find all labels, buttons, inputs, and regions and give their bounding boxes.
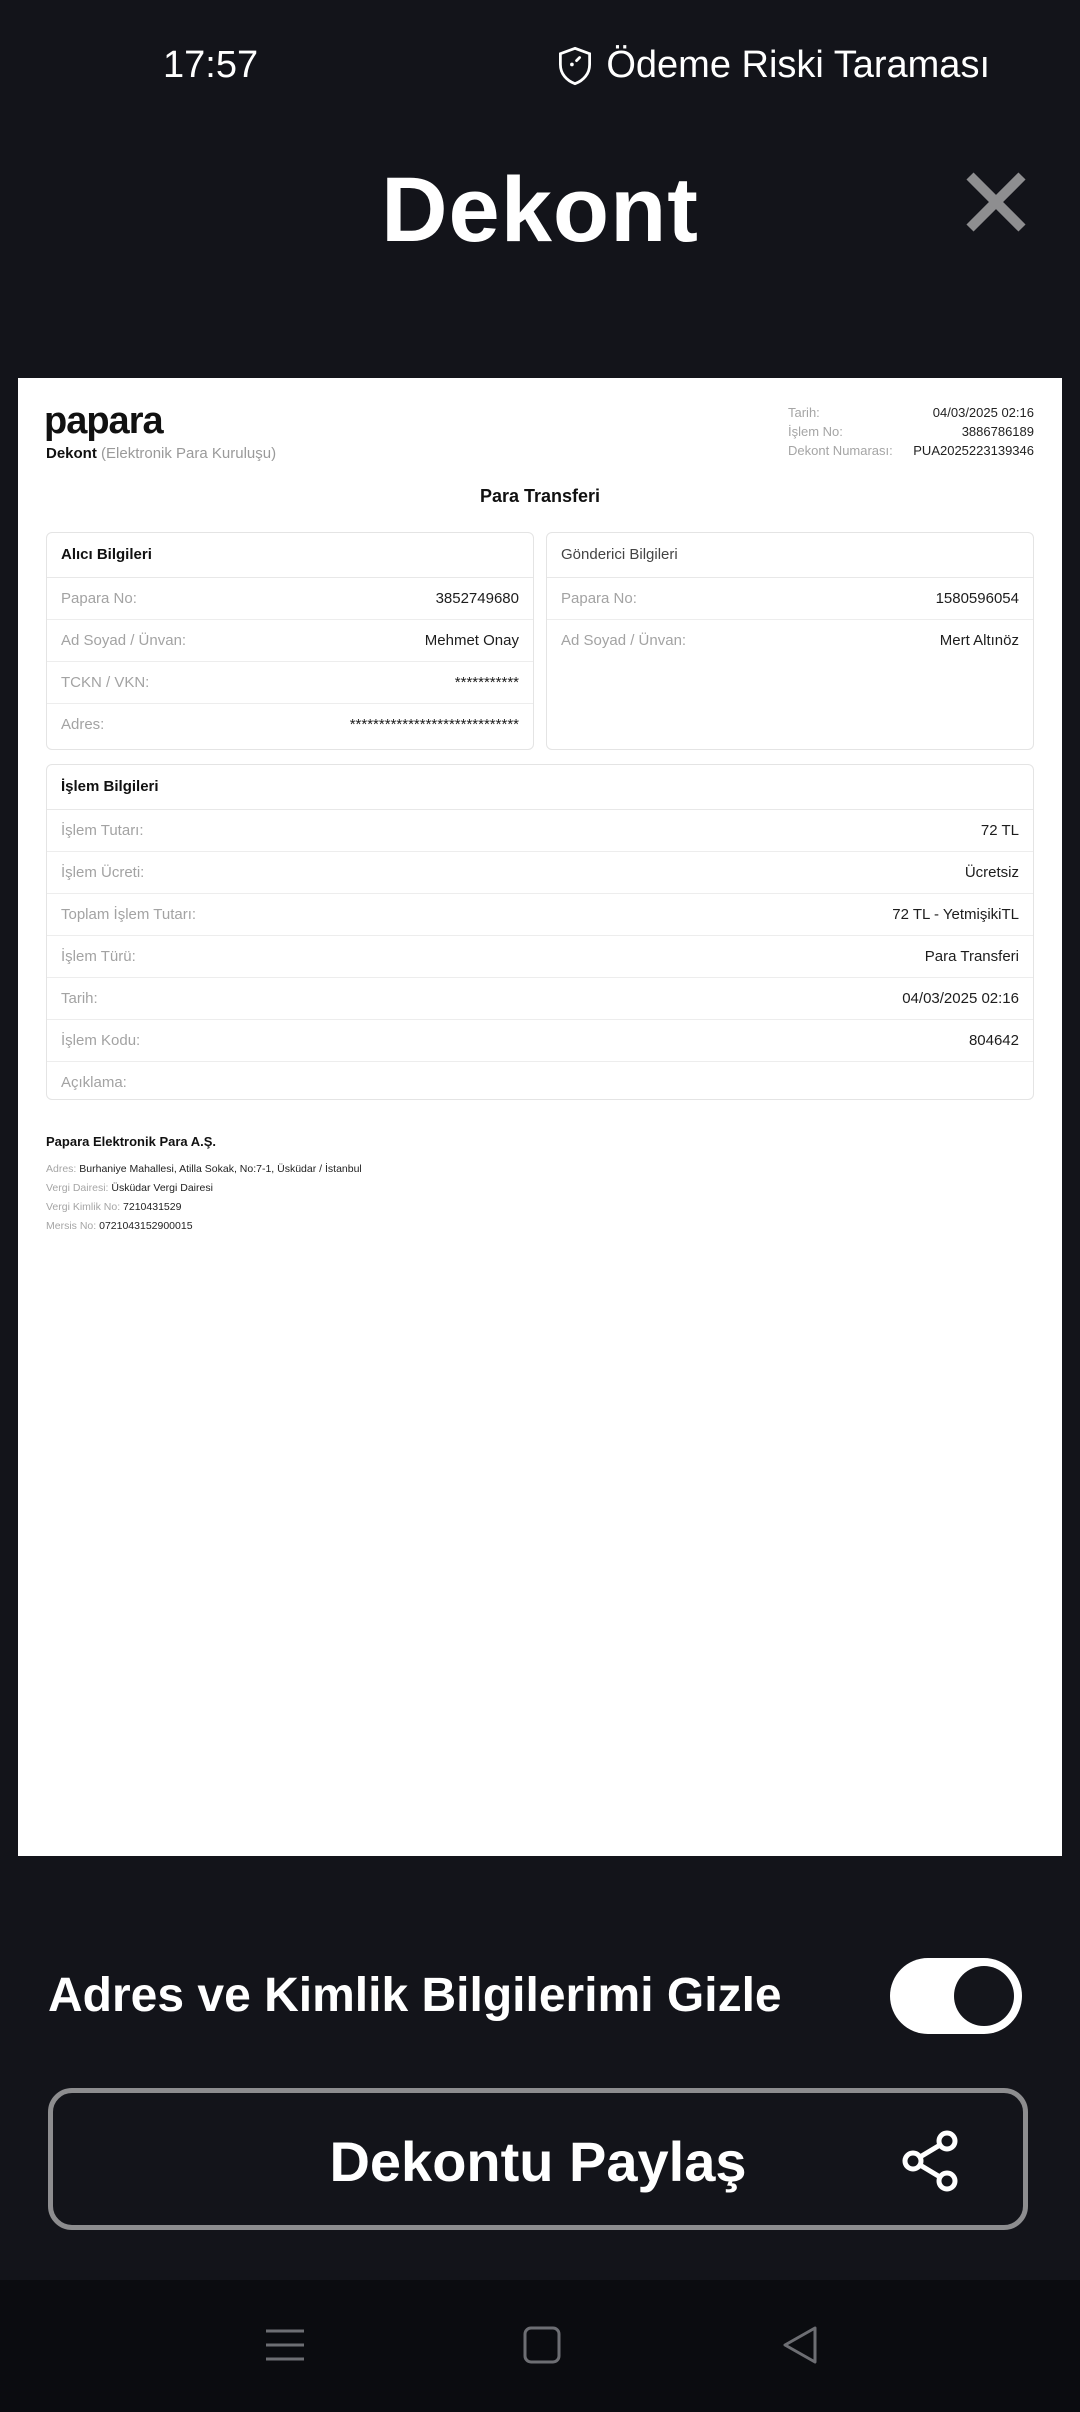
receiver-heading: Alıcı Bilgileri xyxy=(47,533,533,578)
share-receipt-button[interactable] xyxy=(48,2088,1028,2230)
field-value: Mehmet Onay xyxy=(424,632,519,649)
document-type xyxy=(46,445,276,462)
company-line-value: Burhaniye Mahallesi, Atilla Sokak, No:7-1, Üsküdar / İstanbul xyxy=(79,1163,362,1175)
back-icon xyxy=(775,2320,825,2370)
page-title: Dekont xyxy=(381,159,699,261)
meta-value: 3886786189 xyxy=(961,424,1034,439)
hide-info-toggle[interactable] xyxy=(890,1958,1022,2034)
field-label: Toplam İşlem Tutarı: xyxy=(61,906,197,923)
receipt-title: Para Transferi xyxy=(479,486,601,506)
field-label: Adres: xyxy=(61,716,105,733)
field-value: 1580596054 xyxy=(935,590,1019,607)
meta-label: İşlem No: xyxy=(788,424,843,439)
field-label: İşlem Kodu: xyxy=(61,1032,141,1049)
papara-logo: papara xyxy=(44,400,163,442)
receiver-row xyxy=(47,578,533,620)
receiver-info-box xyxy=(46,532,534,750)
meta-label: Tarih: xyxy=(788,405,820,420)
hide-info-setting xyxy=(48,1950,1022,2040)
receipt-document xyxy=(18,378,1062,1856)
field-value: Para Transferi xyxy=(924,948,1019,965)
share-icon xyxy=(899,2129,963,2193)
field-label: Tarih: xyxy=(61,990,98,1007)
field-label: Papara No: xyxy=(561,590,637,607)
meta-row xyxy=(788,403,1034,422)
company-line-value: Üsküdar Vergi Dairesi xyxy=(111,1182,213,1194)
close-button[interactable] xyxy=(958,164,1034,240)
status-time: 17:57 xyxy=(163,44,259,86)
field-label: İşlem Tutarı: xyxy=(61,822,144,839)
transaction-heading: İşlem Bilgileri xyxy=(47,765,1033,810)
transaction-row xyxy=(47,894,1033,936)
field-label: Ad Soyad / Ünvan: xyxy=(61,632,187,649)
field-value: ***************************** xyxy=(349,716,519,733)
nav-menu-button[interactable] xyxy=(260,2320,310,2370)
field-value: 3852749680 xyxy=(435,590,519,607)
field-value: Ücretsiz xyxy=(964,864,1019,881)
transaction-row xyxy=(47,936,1033,978)
nav-home-button[interactable] xyxy=(517,2320,567,2370)
company-line-label: Vergi Kimlik No: xyxy=(46,1201,121,1213)
field-value: Mert Altınöz xyxy=(939,632,1019,649)
company-line xyxy=(46,1160,362,1179)
share-receipt-label: Dekontu Paylaş xyxy=(329,2130,747,2193)
company-line-label: Adres: xyxy=(46,1163,77,1175)
payment-risk-notice[interactable] xyxy=(556,44,990,87)
sender-row xyxy=(547,620,1033,661)
menu-icon xyxy=(260,2320,310,2370)
shield-icon xyxy=(556,46,594,86)
transaction-row xyxy=(47,978,1033,1020)
company-line xyxy=(46,1198,362,1217)
transaction-row xyxy=(47,810,1033,852)
field-label: İşlem Türü: xyxy=(61,948,136,965)
field-label: İşlem Ücreti: xyxy=(61,864,145,881)
field-value: 804642 xyxy=(968,1032,1019,1049)
meta-label: Dekont Numarası: xyxy=(788,443,893,458)
company-line-label: Mersis No: xyxy=(46,1220,97,1232)
top-bar xyxy=(0,140,1080,270)
close-icon xyxy=(958,164,1034,240)
payment-risk-label: Ödeme Riski Taraması xyxy=(606,44,990,86)
sender-info-box xyxy=(546,532,1034,750)
toggle-knob xyxy=(954,1966,1014,2026)
sender-row xyxy=(547,578,1033,620)
company-name: Papara Elektronik Para A.Ş. xyxy=(46,1134,217,1149)
transaction-row xyxy=(47,852,1033,894)
receipt-meta xyxy=(788,403,1034,460)
meta-row xyxy=(788,422,1034,441)
field-label: Papara No: xyxy=(61,590,137,607)
receiver-row xyxy=(47,620,533,662)
sender-heading: Gönderici Bilgileri xyxy=(547,533,1033,578)
meta-value: 04/03/2025 02:16 xyxy=(932,405,1034,420)
field-label: TCKN / VKN: xyxy=(61,674,150,691)
company-line xyxy=(46,1217,362,1236)
field-value: *********** xyxy=(454,674,519,691)
field-value: 72 TL - YetmişikiTL xyxy=(892,906,1019,923)
hide-info-label: Adres ve Kimlik Bilgilerimi Gizle xyxy=(48,1969,782,2022)
company-line xyxy=(46,1179,362,1198)
company-line-label: Vergi Dairesi: xyxy=(46,1182,109,1194)
meta-value: PUA2025223139346 xyxy=(913,443,1034,458)
transaction-info-box xyxy=(46,764,1034,1100)
meta-row xyxy=(788,441,1034,460)
field-value: 72 TL xyxy=(980,822,1019,839)
system-nav-bar xyxy=(0,2280,1080,2412)
receiver-row xyxy=(47,704,533,745)
document-type-sub: (Elektronik Para Kuruluşu) xyxy=(101,445,277,462)
document-type-label: Dekont xyxy=(46,445,97,462)
field-label: Ad Soyad / Ünvan: xyxy=(561,632,687,649)
company-line-value: 7210431529 xyxy=(123,1201,182,1213)
status-bar xyxy=(0,0,1080,140)
transaction-row xyxy=(47,1062,1033,1103)
receiver-row xyxy=(47,662,533,704)
home-icon xyxy=(517,2320,567,2370)
transaction-row xyxy=(47,1020,1033,1062)
nav-back-button[interactable] xyxy=(775,2320,825,2370)
field-value: 04/03/2025 02:16 xyxy=(902,990,1019,1007)
field-label: Açıklama: xyxy=(61,1074,127,1091)
company-line-value: 0721043152900015 xyxy=(99,1220,193,1232)
company-info xyxy=(46,1134,362,1236)
